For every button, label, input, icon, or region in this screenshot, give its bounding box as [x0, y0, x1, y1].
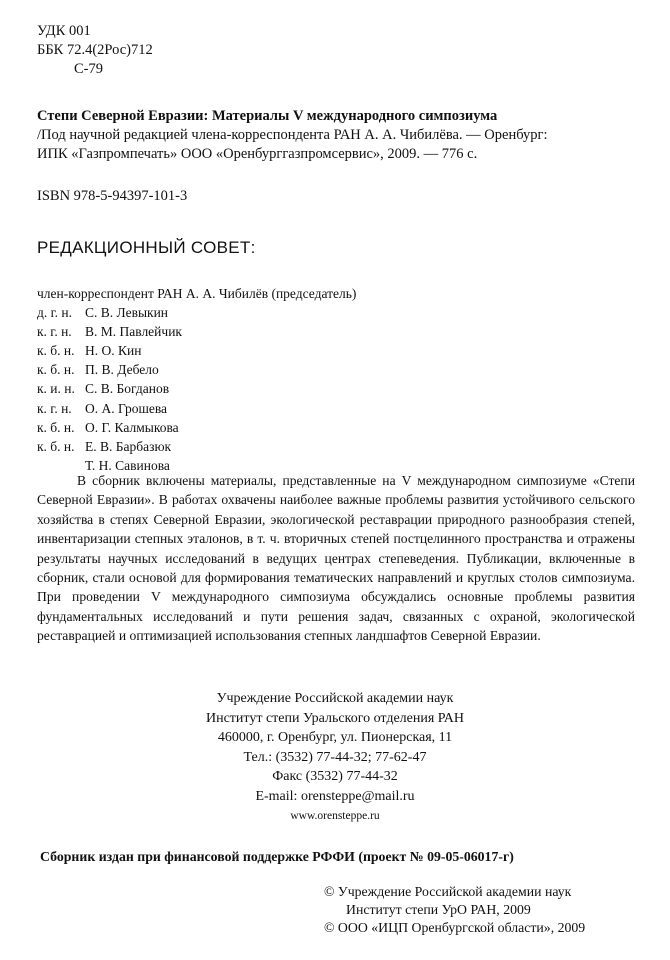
member-name: О. А. Грошева	[85, 400, 168, 416]
board-member	[37, 418, 356, 437]
member-name: С. В. Левыкин	[85, 305, 169, 321]
board-member	[37, 399, 356, 418]
member-degree: к. г. н.	[37, 324, 72, 340]
member-degree: к. г. н.	[37, 400, 72, 416]
member-name: О. Г. Калмыкова	[85, 419, 179, 435]
publisher-line: ИПК «Газпромпечать» ООО «Оренбурггазпромсервис», 2009. — 776 с.	[37, 146, 478, 162]
institution-line-2: Институт степи Уральского отделения РАН	[205, 710, 465, 726]
editor-line: /Под научной редакцией члена-корреспондента РАН А. А. Чибилёва. — Оренбург:	[37, 127, 548, 143]
classification-codes	[37, 22, 153, 79]
editorial-board-heading: РЕДАКЦИОННЫЙ СОВЕТ:	[37, 238, 256, 257]
member-name: П. В. Дебело	[85, 362, 159, 378]
board-member	[37, 303, 356, 322]
board-chair: член-корреспондент РАН А. А. Чибилёв (председатель)	[37, 286, 357, 301]
isbn: ISBN 978-5-94397-101-3	[37, 188, 188, 204]
institution-line-1: Учреждение Российской академии наук	[216, 691, 454, 706]
member-name: Н. О. Кин	[85, 343, 142, 359]
board-member	[37, 341, 356, 360]
board-member	[37, 437, 356, 456]
email-address: E-mail: orensteppe@mail.ru	[255, 788, 415, 804]
author-sign: С-79	[74, 61, 103, 77]
postal-address: 460000, г. Оренбург, ул. Пионерская, 11	[217, 730, 453, 746]
member-degree: к. б. н.	[37, 362, 75, 378]
member-degree: д. г. н.	[37, 305, 72, 321]
annotation	[37, 471, 635, 646]
annotation-text: В сборник включены материалы, представленные на V международном симпозиуме «Степи Северной Евразии». В работах охвачены наиболее важные проблемы развития устойчивого сельского хозяйства в степях Северной Евразии, экологической реставрации природного разнообразия степей, инвентаризации степных эталонов, в т. ч. вторичных степей постцелинного пространства и отражены результаты научных исследований в ведущих центрах степеведения. Публикации, включенные в сборник, стали основой для формирования тематических направлений и круглых столов симпозиума. При проведении V международного симпозиума обсуждались основные проблемы развития фундаментальных исследований и пути решения задач, связанных с охраной, экологической реставрацией и оптимизацией использования степных ландшафтов Северной Евразии.	[37, 473, 635, 644]
editorial-board-list	[37, 284, 356, 475]
funding-note: Сборник издан при финансовой поддержке РФФИ (проект № 09-05-06017-г)	[40, 849, 514, 864]
member-degree: к. б. н.	[37, 343, 75, 359]
board-member	[37, 360, 356, 379]
copyright-line-2: Институт степи УрО РАН, 2009	[346, 902, 531, 917]
bbk-code: ББК 72.4(2Рос)712	[37, 42, 153, 58]
website-link: www.orensteppe.ru	[290, 809, 380, 822]
copyright-line-3: © ООО «ИЦП Оренбургской области», 2009	[324, 920, 586, 935]
member-degree: к. и. н.	[37, 381, 75, 397]
member-name: Е. В. Барбазюк	[85, 438, 172, 454]
board-member	[37, 322, 356, 341]
member-degree: к. б. н.	[37, 438, 75, 454]
member-name: Т. Н. Савинова	[85, 457, 170, 473]
member-name: В. М. Павлейчик	[85, 324, 182, 340]
institution-address	[0, 689, 670, 826]
copyright-line-1: © Учреждение Российской академии наук	[324, 884, 572, 899]
board-member	[37, 379, 356, 398]
bibliographic-record	[37, 107, 548, 164]
book-title: Степи Северной Евразии: Материалы V международного симпозиума	[37, 108, 498, 124]
fax-number: Факс (3532) 77-44-32	[272, 769, 398, 785]
copyright-block	[324, 883, 585, 937]
member-name: С. В. Богданов	[85, 381, 170, 397]
udk-code: УДК 001	[37, 23, 91, 39]
member-degree: к. б. н.	[37, 419, 75, 435]
phone-numbers: Тел.: (3532) 77-44-32; 77-62-47	[243, 749, 427, 765]
